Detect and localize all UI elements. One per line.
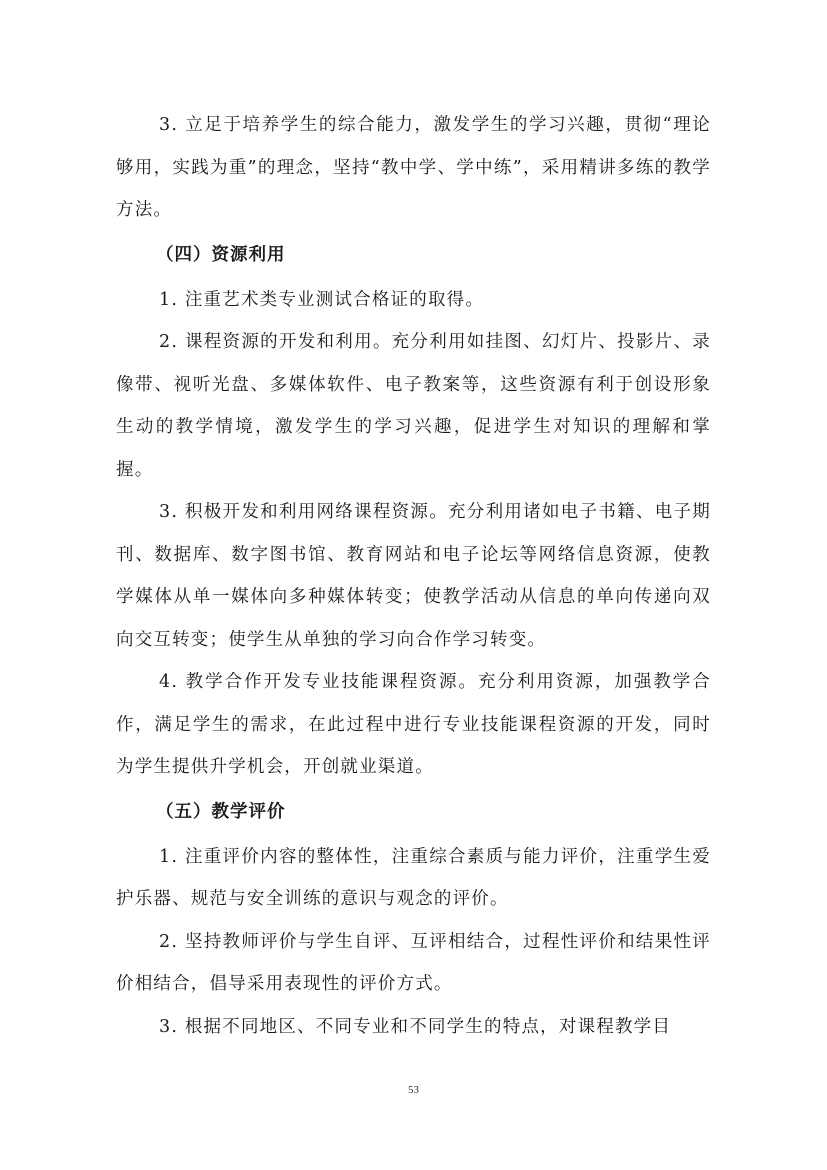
section-heading-resource-use: （四）资源利用: [156, 244, 286, 265]
section-heading-evaluation: （五）教学评价: [156, 801, 286, 822]
paragraph-resource-1: 1. 注重艺术类专业测试合格证的取得。: [159, 289, 485, 310]
paragraph-resource-4: 4. 教学合作开发专业技能课程资源。充分利用资源，加强教学合作，满足学生的需求，在此过程中进行专业技能课程资源的开发，同时为学生提供升学机会，开创就业渠道。: [116, 672, 711, 777]
document-page: [116, 104, 711, 1048]
page-number: 53: [408, 1084, 419, 1096]
paragraph-3-teaching-method: 3. 立足于培养学生的综合能力，激发学生的学习兴趣，贯彻“理论够用，实践为重”的理念，坚持“教中学、学中练”，采用精讲多练的教学方法。: [116, 115, 711, 220]
paragraph-evaluation-1: 1. 注重评价内容的整体性，注重综合素质与能力评价，注重学生爱护乐器、规范与安全训练的意识与观念的评价。: [116, 846, 711, 909]
paragraph-evaluation-2: 2. 坚持教师评价与学生自评、互评相结合，过程性评价和结果性评价相结合，倡导采用表现性的评价方式。: [116, 931, 711, 994]
paragraph-evaluation-3: 3. 根据不同地区、不同专业和不同学生的特点，对课程教学目: [159, 1016, 672, 1037]
paragraph-resource-2: 2. 课程资源的开发和利用。充分利用如挂图、幻灯片、投影片、录像带、视听光盘、多媒体软件、电子教案等，这些资源有利于创设形象生动的教学情境，激发学生的学习兴趣，促进学生对知识的理解和掌握。: [116, 332, 711, 480]
paragraph-resource-3: 3. 积极开发和利用网络课程资源。充分利用诸如电子书籍、电子期刊、数据库、数字图书馆、教育网站和电子论坛等网络信息资源，使教学媒体从单一媒体向多种媒体转变；使教学活动从信息的单向传递向双向交互转变；使学生从单独的学习向合作学习转变。: [116, 502, 711, 650]
